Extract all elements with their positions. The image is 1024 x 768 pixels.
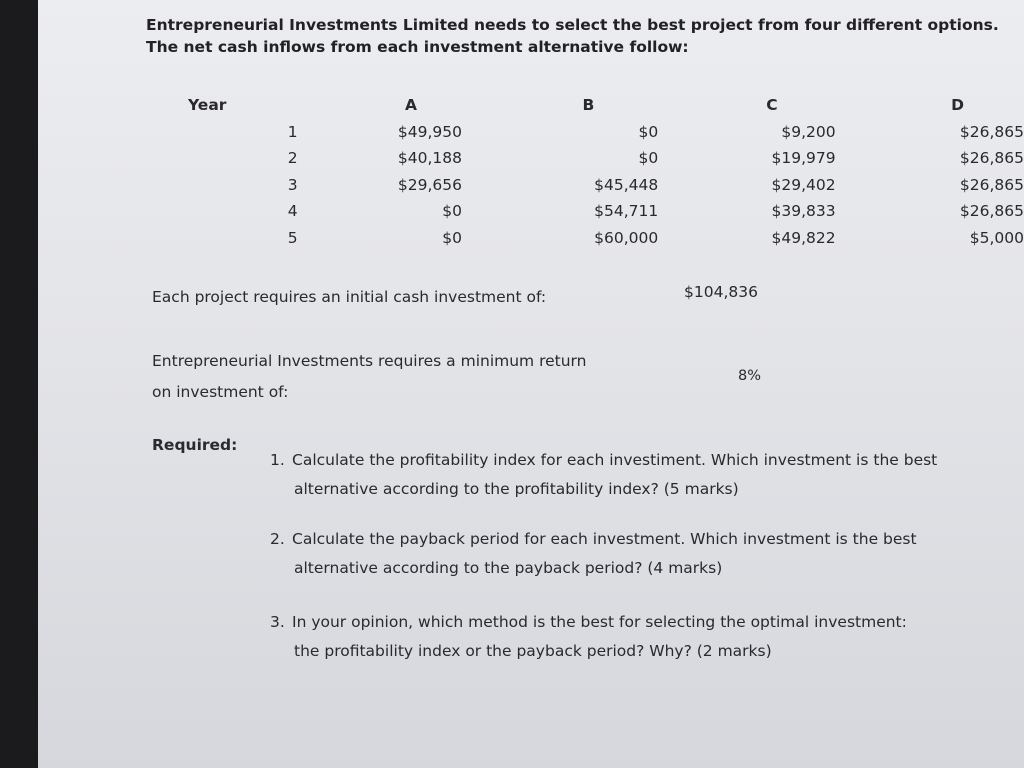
header-a: A xyxy=(404,96,417,115)
required-label: Required: xyxy=(152,436,238,454)
table-row xyxy=(188,225,1024,252)
cell-b: $60,000 xyxy=(594,228,659,247)
question-line-1: In your opinion, which method is the best for selecting the optimal investment: xyxy=(292,613,907,631)
cell-c: $29,402 xyxy=(771,175,836,194)
header-year: Year xyxy=(188,96,227,115)
question-line-2: alternative according to the payback period? (4 marks) xyxy=(294,559,723,577)
table-row xyxy=(188,198,1024,225)
question-2 xyxy=(270,525,990,583)
question-line-1: Calculate the payback period for each investment. Which investment is the best xyxy=(292,530,917,548)
table-header-row xyxy=(188,92,1024,119)
initial-investment-label: Each project requires an initial cash investment of: xyxy=(152,288,547,306)
question-3 xyxy=(270,608,990,666)
cell-a: $0 xyxy=(442,202,462,221)
question-line-2: the profitability index or the payback period? Why? (2 marks) xyxy=(294,642,772,660)
minimum-return-label-line-1: Entrepreneurial Investments requires a minimum return xyxy=(152,352,587,370)
cell-a: $40,188 xyxy=(397,149,462,168)
question-number: 3. xyxy=(270,613,285,631)
question-line-1: Calculate the profitability index for each investiment. Which investment is the best xyxy=(292,451,938,469)
cell-b: $45,448 xyxy=(594,175,659,194)
question-number: 1. xyxy=(270,451,285,469)
cell-a: $49,950 xyxy=(397,122,462,141)
cell-d: $26,865 xyxy=(959,122,1024,141)
table-row xyxy=(188,145,1024,172)
cell-d: $26,865 xyxy=(959,202,1024,221)
header-d: D xyxy=(951,96,964,115)
cash-inflows-table xyxy=(188,92,1024,251)
cell-d: $26,865 xyxy=(959,149,1024,168)
cell-c: $39,833 xyxy=(771,202,836,221)
title-line-1: Entrepreneurial Investments Limited needs to select the best project from four different options. xyxy=(146,16,999,34)
cell-b: $0 xyxy=(638,149,659,168)
header-c: C xyxy=(766,96,778,115)
cell-d: $26,865 xyxy=(959,175,1024,194)
question-number: 2. xyxy=(270,530,285,548)
header-b: B xyxy=(582,96,595,115)
minimum-return-value: 8% xyxy=(738,368,762,384)
cell-a: $0 xyxy=(442,228,462,247)
initial-investment-value: $104,836 xyxy=(684,283,758,301)
table-row xyxy=(188,172,1024,199)
cell-b: $0 xyxy=(638,122,659,141)
cell-d: $5,000 xyxy=(969,228,1024,247)
minimum-return-label xyxy=(152,346,652,408)
document-page xyxy=(38,0,1024,768)
question-1 xyxy=(270,446,990,504)
problem-title xyxy=(146,14,1006,58)
cell-b: $54,711 xyxy=(594,202,659,221)
cell-c: $9,200 xyxy=(781,122,836,141)
cell-year: 5 xyxy=(287,228,298,247)
title-line-2: The net cash inflows from each investment alternative follow: xyxy=(146,38,689,56)
cell-year: 1 xyxy=(287,122,298,141)
cell-a: $29,656 xyxy=(397,175,462,194)
minimum-return-label-line-2: on investment of: xyxy=(152,383,289,401)
question-line-2: alternative according to the profitability index? (5 marks) xyxy=(294,480,739,498)
cell-year: 4 xyxy=(287,202,298,221)
cell-year: 2 xyxy=(287,149,298,168)
table-row xyxy=(188,119,1024,146)
cell-c: $19,979 xyxy=(771,149,836,168)
cell-year: 3 xyxy=(287,175,298,194)
cell-c: $49,822 xyxy=(771,228,836,247)
